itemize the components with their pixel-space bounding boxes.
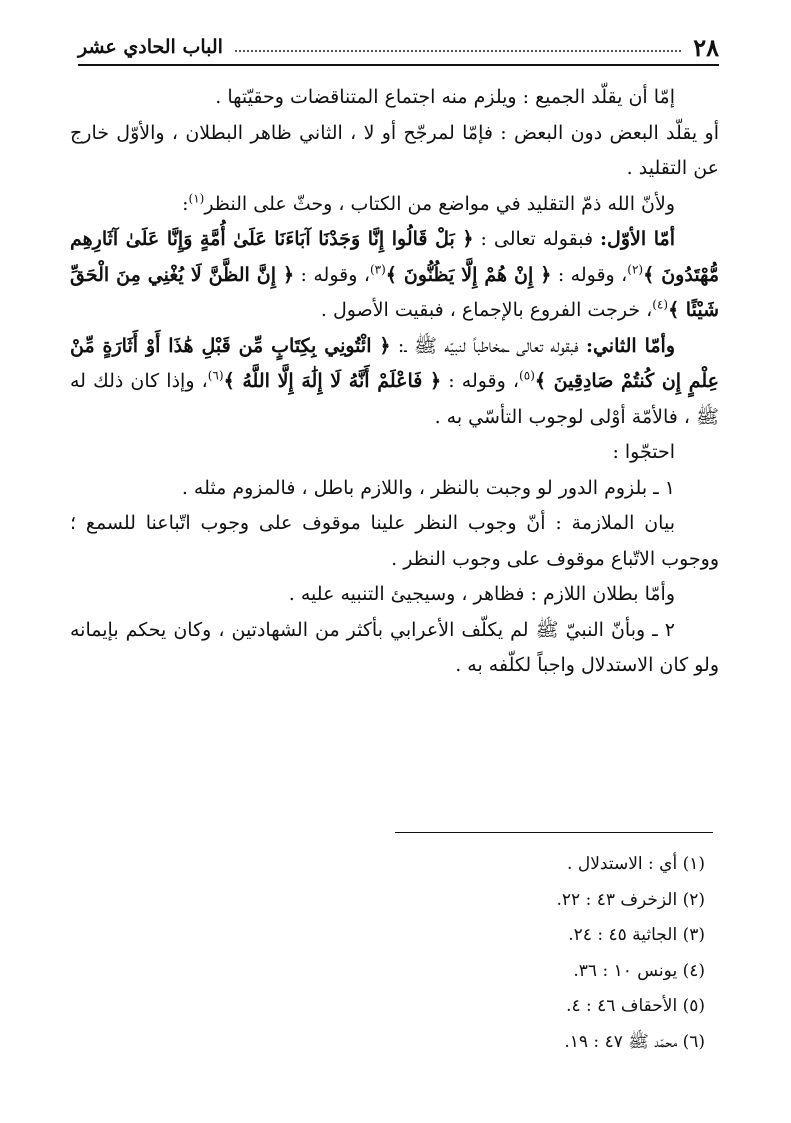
footnote: (٣) الجاثية ٤٥ : ٢٤. — [568, 925, 705, 945]
paragraph: وأمّا بطلان اللازم : فظاهر ، وسيجيئ التنبيه عليه . — [288, 583, 675, 605]
quran-verse: ﴿ ائْتُونِي بِكِتَابٍ مِّن قَبْلِ هَٰذَا أَوْ أَثَارَةٍ مِّنْ عِلْمٍ إِن كُنتُمْ صَادِقِينَ ﴾ — [70, 334, 720, 392]
paragraph — [70, 222, 719, 329]
paragraph: أو يقلّد البعض دون البعض : فإمّا لمرجّح أو لا ، الثاني ظاهر البطلان ، والأوّل خارج عن التقليد . — [70, 121, 719, 179]
header-dotted-leader — [235, 50, 681, 52]
footnote: (٦) محمّد ﷺ ٤٧ : ١٩. — [564, 1031, 705, 1052]
paragraph-text: : — [182, 192, 189, 215]
paragraph-text: فبقوله تعالى ـمخاطباً لنبيّه ﷺ ـ: — [390, 334, 586, 357]
footnote: (٥) الأحقاف ٤٦ : ٤. — [566, 996, 705, 1016]
paragraph-text: ولأنّ الله ذمّ التقليد في مواضع من الكتاب ، وحثّ على النظر — [204, 192, 675, 215]
footnote-marker: (١) — [188, 191, 205, 206]
paragraph-text: ، وقوله : — [551, 263, 628, 286]
section-label: أمّا الأوّل: — [600, 228, 675, 250]
paragraph: احتجّوا : — [612, 441, 675, 463]
footnote-marker: (٣) — [369, 262, 386, 277]
paragraph: إمّا أن يقلّد الجميع : ويلزم منه اجتماع المتناقضات وحقيّتها . — [215, 86, 675, 108]
paragraph: ١ ـ بلزوم الدور لو وجبت بالنظر ، واللازم باطل ، فالمزوم مثله . — [181, 476, 675, 499]
footnote-marker: (٢) — [627, 262, 644, 277]
footnote: (٤) يونس ١٠ : ٣٦. — [573, 960, 705, 981]
paragraph: ٢ ـ وبأنّ النبيّ ﷺ لم يكلّف الأعرابي بأكثر من الشهادتين ، وكان يحكم بإيمانه ولو كان الاستدلال واجباً لكلّفه به . — [70, 618, 719, 676]
quran-verse: ﴿ إِنَّ الظَّنَّ لَا يُغْنِي مِنَ الْحَقِّ شَيْئًا ﴾ — [70, 263, 719, 321]
footnote-marker: (٤) — [652, 297, 669, 312]
paragraph: بيان الملازمة : أنّ وجوب النظر علينا موقوف على وجوب اتّباعنا للسمع ؛ ووجوب الاتّباع موقوف على وجوب النظر . — [70, 512, 719, 570]
main-text — [70, 80, 719, 684]
quran-verse: ﴿ بَلْ قَالُوا إِنَّا وَجَدْنَا آبَاءَنَا عَلَىٰ أُمَّةٍ وَإِنَّا عَلَىٰ آثَارِهِم مُّهْتَدُونَ ﴾ — [70, 228, 719, 286]
paragraph-text: فبقوله تعالى : — [473, 228, 601, 250]
chapter-title: الباب الحادي عشر — [78, 36, 223, 58]
footnote-marker: (٦) — [207, 368, 224, 383]
footnote: (١) أي : الاستدلال . — [567, 854, 705, 874]
page-number: ٢٨ — [693, 32, 719, 62]
quran-verse: ﴿ إِنْ هُمْ إِلَّا يَظُنُّونَ ﴾ — [385, 263, 552, 286]
paragraph-text: ، خرجت الفروع بالإجماع ، فبقيت الأصول . — [320, 299, 653, 321]
footnotes — [70, 847, 705, 1060]
footnote: (٢) الزخرف ٤٣ : ٢٢. — [556, 889, 705, 910]
paragraph-text: ، وإذا كان ذلك له ﷺ ، فالأمّة أوْلى لوجوب التأسّي به . — [70, 370, 719, 428]
paragraph — [70, 187, 719, 223]
paragraph — [70, 329, 719, 436]
footnote-marker: (٥) — [519, 368, 535, 383]
paragraph-text: ، وقوله : — [294, 263, 370, 286]
paragraph-text: ، وقوله : — [441, 370, 520, 392]
section-label: وأمّا الثاني: — [585, 334, 675, 357]
footnote-separator — [395, 832, 713, 833]
running-header — [78, 30, 719, 66]
quran-verse: ﴿ فَاعْلَمْ أَنَّهُ لَا إِلَٰهَ إِلَّا اللَّهُ ﴾ — [223, 370, 442, 392]
